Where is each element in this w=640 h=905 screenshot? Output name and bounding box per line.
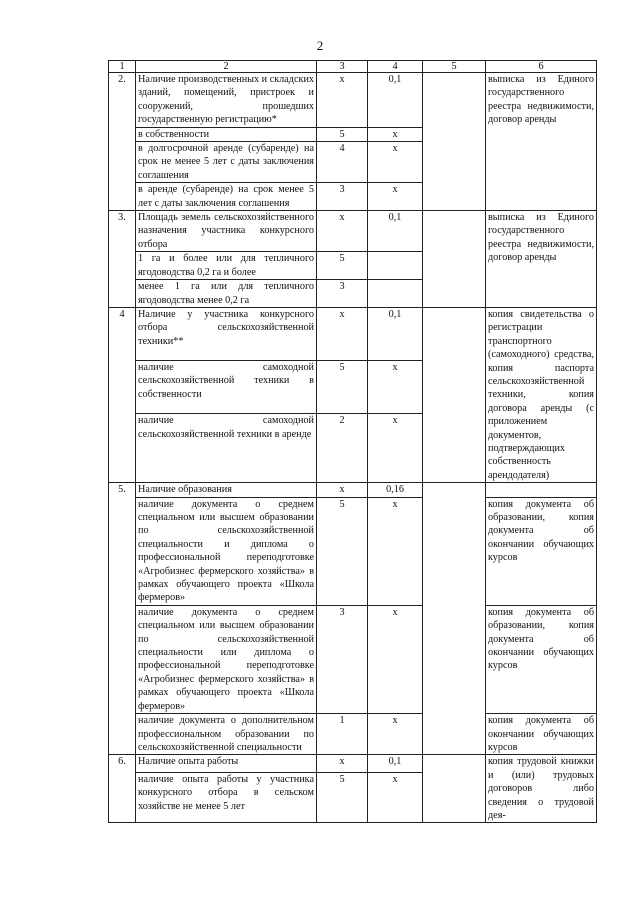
weight-cell: 0,1 <box>368 755 423 773</box>
weight-cell: х <box>368 183 423 211</box>
table-row <box>109 605 597 713</box>
table-row <box>109 497 597 605</box>
criterion-title: Наличие у участника конкурсного отбора сельскохозяйственной техники** <box>136 307 317 360</box>
criterion-option: в долгосрочной аренде (субаренде) на срок не менее 5 лет с даты заключения соглашения <box>136 142 317 183</box>
row-number: 2. <box>109 73 136 211</box>
documents-cell: копия документа об образовании, копия документа об окончании обучающих курсов <box>486 605 597 713</box>
empty-cell <box>423 211 486 308</box>
score-cell: 3 <box>317 183 368 211</box>
documents-cell <box>486 483 597 497</box>
table-row <box>109 714 597 755</box>
empty-cell <box>423 483 486 755</box>
score-cell: 5 <box>317 772 368 822</box>
documents-cell: копия трудовой книжки и (или) трудовых договоров либо сведения о трудовой дея- <box>486 755 597 823</box>
table-header-row <box>109 61 597 73</box>
weight-cell: х <box>368 714 423 755</box>
weight-cell: 0,16 <box>368 483 423 497</box>
score-cell: х <box>317 483 368 497</box>
weight-cell: х <box>368 142 423 183</box>
header-col-3: 3 <box>317 61 368 73</box>
documents-cell: копия свидетельства о регистрации транспортного (самоходного) средства, копия паспорта сельскохозяйственной техники, копия договора аренды (с приложением документов, подтверждающих собственность арендодателя) <box>486 307 597 482</box>
row-number: 5. <box>109 483 136 755</box>
score-cell: 5 <box>317 252 368 280</box>
score-cell: 3 <box>317 280 368 308</box>
table-row <box>109 483 597 497</box>
table-row <box>109 755 597 773</box>
documents-cell: копия документа об окончании обучающих курсов <box>486 714 597 755</box>
criterion-option: наличие документа о дополнительном профессиональном образовании по сельскохозяйственной специальности <box>136 714 317 755</box>
documents-cell: выписка из Единого государственного реестра недвижимости, договор аренды <box>486 211 597 308</box>
header-col-5: 5 <box>423 61 486 73</box>
criterion-option: наличие самоходной сельскохозяйственной техники в собственности <box>136 361 317 414</box>
weight-cell: х <box>368 127 423 141</box>
weight-cell: х <box>368 772 423 822</box>
criterion-title: Наличие производственных и складских зданий, помещений, пристроек и сооружений, прошедших государственную регистрацию* <box>136 73 317 128</box>
criterion-option: в аренде (субаренде) на срок менее 5 лет с даты заключения соглашения <box>136 183 317 211</box>
header-col-2: 2 <box>136 61 317 73</box>
criterion-option: менее 1 га или для тепличного ягодоводства менее 0,2 га <box>136 280 317 308</box>
header-col-1: 1 <box>109 61 136 73</box>
score-cell: 3 <box>317 605 368 713</box>
header-col-4: 4 <box>368 61 423 73</box>
criteria-table <box>108 60 597 823</box>
page-number: 2 <box>316 38 324 53</box>
weight-cell: х <box>368 414 423 483</box>
score-cell: 5 <box>317 497 368 605</box>
empty-cell <box>423 73 486 211</box>
table-row <box>109 211 597 252</box>
weight-cell: 0,1 <box>368 211 423 252</box>
score-cell: 2 <box>317 414 368 483</box>
score-cell: 5 <box>317 127 368 141</box>
documents-cell: копия документа об образовании, копия документа об окончании обучающих курсов <box>486 497 597 605</box>
score-cell: х <box>317 307 368 360</box>
criterion-option: наличие самоходной сельскохозяйственной техники в аренде <box>136 414 317 483</box>
table-row <box>109 73 597 128</box>
criterion-option: наличие документа о среднем специальном или высшем образовании по сельскохозяйственной специальности или диплома о профессиональной переподготовке «Агробизнес фермерского хозяйства» в рамках обучающего проекта «Школа фермеров» <box>136 605 317 713</box>
weight-cell: 0,1 <box>368 73 423 128</box>
weight-cell <box>368 252 423 280</box>
row-number: 4 <box>109 307 136 482</box>
weight-cell: х <box>368 497 423 605</box>
documents-cell: выписка из Единого государственного реестра недвижимости, договор аренды <box>486 73 597 211</box>
criterion-option: 1 га и более или для тепличного ягодоводства 0,2 га и более <box>136 252 317 280</box>
header-col-6: 6 <box>486 61 597 73</box>
score-cell: 1 <box>317 714 368 755</box>
criterion-title: Наличие образования <box>136 483 317 497</box>
weight-cell: х <box>368 361 423 414</box>
row-number: 6. <box>109 755 136 823</box>
criterion-option: наличие опыта работы у участника конкурсного отбора в сельском хозяйстве не менее 5 лет <box>136 772 317 822</box>
criterion-option: в собственности <box>136 127 317 141</box>
criterion-title: Площадь земель сельскохозяйственного назначения участника конкурсного отбора <box>136 211 317 252</box>
criterion-title: Наличие опыта работы <box>136 755 317 773</box>
weight-cell <box>368 280 423 308</box>
weight-cell: 0,1 <box>368 307 423 360</box>
score-cell: х <box>317 755 368 773</box>
score-cell: х <box>317 73 368 128</box>
score-cell: 4 <box>317 142 368 183</box>
table-row <box>109 307 597 360</box>
empty-cell <box>423 755 486 823</box>
criterion-option: наличие документа о среднем специальном или высшем образовании по сельскохозяйственной специальности и диплома о профессиональной переподготовке «Агробизнес фермерского хозяйства» в рамках обучающего проекта «Школа фермеров» <box>136 497 317 605</box>
score-cell: 5 <box>317 361 368 414</box>
weight-cell: х <box>368 605 423 713</box>
empty-cell <box>423 307 486 482</box>
row-number: 3. <box>109 211 136 308</box>
score-cell: х <box>317 211 368 252</box>
